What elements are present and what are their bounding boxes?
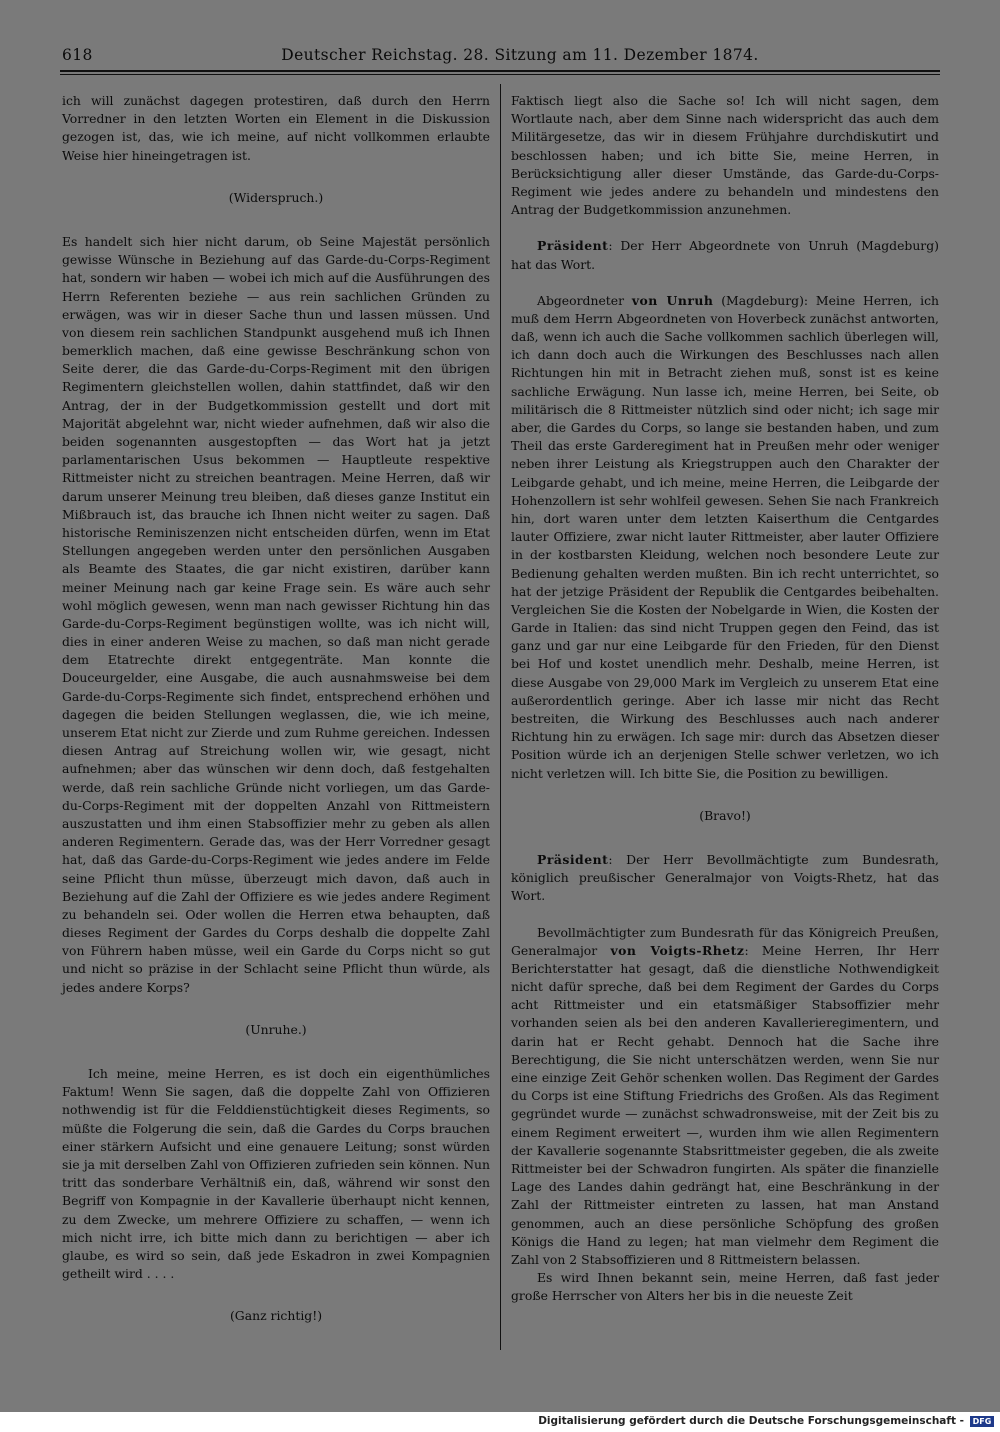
page-title: Deutscher Reichstag. 28. Sitzung am 11. Dezember 1874.: [281, 46, 759, 64]
interjection: (Unruhe.): [245, 1021, 307, 1037]
speaker-title: Abgeordneter: [537, 292, 632, 308]
speaker-paragraph: [511, 851, 939, 906]
interjection: (Widerspruch.): [228, 189, 324, 205]
speaker-paragraph: [511, 292, 939, 783]
text-paragraph: Es handelt sich hier nicht darum, ob Seine Majestät persönlich gewisse Wünsche in Beziehung auf das Garde-du-Corps-Regiment hat, sondern wir haben — wobei ich mich auf die Ausführungen des Herrn Referenten beziehe — aus rein sachlichen Gründen zu erwägen, was wir in dieser Sache thun und lassen müssen. Und von diesem rein sachlichen Standpunkt ausgehend muß ich Ihnen bemerklich machen, daß eine gewisse Beschränkung schon von Seite derer, die das Garde-du-Corps-Regiment mit den übrigen Regimentern gleichstellen wollen, dahin stattfindet, daß wir den Antrag, der in der Budgetkommission gestellt und dort mit Majorität abgelehnt war, nicht wieder aufnehmen, daß wir also die beiden sogenannten ausgestopften — das Wort hat ja jetzt parlamentarischen Usus bekommen — Hauptleute respektive Rittmeister nicht zu streichen beantragen. Meine Herren, daß wir darum unserer Meinung treu bleiben, daß dieses ganze Institut ein Mißbrauch ist, das brauche ich Ihnen nicht weiter zu sagen. Daß historische Reminiszenzen nicht entscheiden dürfen, wenn im Etat Stellungen angegeben werden unter den persönlichen Ausgaben als Beamte des Staates, die gar nicht existiren, darüber kann meiner Meinung nach gar keine Frage sein. Es wäre auch sehr wohl möglich gewesen, wenn man nach gewisser Richtung hin das Garde-du-Corps-Regiment begünstigen wollte, was ich nicht will, dies in einer anderen Weise zu machen, so daß man nicht gerade dem Etatrechte direkt entgegenträte. Man konnte die Douceurgelder, eine Ausgabe, die auch ausnahmsweise bei dem Garde-du-Corps-Regimente sich findet, entsprechend erhöhen und dagegen die beiden Stellungen weglassen, die, wie ich meine, unserem Etat nicht zur Zierde und zum Ruhme gereichen. Indessen diesen Antrag auf Streichung wollen wir, wie gesagt, nicht aufnehmen; aber das wünschen wir denn doch, daß festgehalten werde, daß rein sachliche Gründe nicht vorliegen, um das Garde-du-Corps-Regiment mit der doppelten Anzahl von Rittmeistern auszustatten und ihm einen Stabsoffizier mehr zu geben als allen anderen Regimentern. Gerade das, was der Herr Vorredner gesagt hat, daß das Garde-du-Corps-Regiment wie jedes andere im Felde seine Pflicht thun müsse, überzeugt mich davon, daß auch in Beziehung auf die Zahl der Offiziere es wie jedes andere Regiment zu behandeln sei. Oder wollen die Herren etwa behaupten, daß dieses Regiment der Gardes du Corps deshalb die doppelte Zahl von Führern haben müsse, weil ein Garde du Corps nicht so gut und nicht so präzise in der Schlacht seine Pflicht thun würde, als jedes andere Korps?: [62, 233, 490, 995]
page-header: [62, 44, 938, 70]
text-paragraph: ich will zunächst dagegen protestiren, daß durch den Herrn Vorredner in den letzten Worten ein Element in die Diskussion gezogen ist, das, wie ich meine, auf nicht vollkommen erlaubte Weise hier hineingetragen ist.: [62, 93, 490, 163]
header-rule: [60, 70, 940, 72]
dfg-logo: DFG: [970, 1416, 994, 1427]
speech-text: : Meine Herren, Ihr Herr Berichterstatter hat gesagt, daß die dienstliche Nothwendigkeit nicht dafür spreche, daß bei dem Regiment der Gardes du Corps acht Rittmeister und ein etatsmäßiger Stabsoffizier mehr vorhanden seien als bei den anderen Kavallerieregimentern, und darin hat er Recht gehabt. Dennoch hat die Sache ihre Berechtigung, die Sie nicht unterschätzen werden, wenn Sie nur eine einzige Zeit Gehör schenken wollen. Das Regiment der Gardes du Corps ist eine Stiftung Friedrichs des Großen. Als das Regiment gegründet wurde — zunächst schwadronsweise, mit der Zeit bis zu einem Regiment erweitert —, wurden ihm wie allen Regimentern der Kavallerie sogenannte Stabsrittmeister gegeben, die als zweite Rittmeister bei der Schwadron fungirten. Als später die finanzielle Lage des Landes dahin gedrängt hat, eine Beschränkung in der Zahl der Rittmeister eintreten zu lassen, hat man Anstand genommen, auch an diese persönliche Schöpfung des großen Königs die Hand zu legen; hat man vielmehr dem Regiment die Zahl von 2 Stabsoffizieren und 8 Rittmeistern belassen.: [511, 942, 939, 1267]
speaker-paragraph: [511, 237, 939, 273]
footer-bar: [0, 1412, 1000, 1432]
interjection: (Ganz richtig!): [229, 1308, 323, 1324]
speaker-name: von Voigts-Rhetz: [610, 942, 745, 958]
right-column: [511, 92, 939, 1305]
footer-credit: Digitalisierung gefördert durch die Deutsche Forschungsgemeinschaft -: [538, 1415, 964, 1427]
text-paragraph: Ich meine, meine Herren, es ist doch ein eigenthümliches Faktum! Wenn Sie sagen, daß die doppelte Zahl von Offizieren nothwendig ist für die Felddienstüchtigkeit dieses Regiments, so müßte die Folgerung die sein, daß die Gardes du Corps brauchen einer stärkern Aufsicht und eine genauere Leitung; sonst würden sie ja mit derselben Zahl von Offizieren zufrieden sein können. Nun tritt das sonderbare Verhältniß ein, daß, während wir sonst den Begriff von Kompagnie in der Kavallerie überhaupt nicht kennen, zu dem Zwecke, um mehrere Offiziere zu schaffen, — wenn ich mich nicht irre, ich bitte mich dann zu berichtigen — aber ich glaube, es wird so sein, daß jede Eskadron in zwei Kompagnien getheilt wird . . . .: [62, 1066, 490, 1282]
speech-text: (Magdeburg): Meine Herren, ich muß dem Herrn Abgeordneten von Hoverbeck zunächst antworten, daß, wenn ich auch die Sache vollkommen sachlich überlegen will, ich dann doch auch die Wirkungen des Beschlusses nach allen Richtungen hin mit in Betracht ziehen muß, sonst ist es keine sachliche Erwägung. Nun lasse ich, meine Herren, bei Seite, ob militärisch die 8 Rittmeister nützlich sind oder nicht; ich sage mir aber, die Gardes du Corps, so lange sie bestanden haben, und zum Theil das erste Garderegiment hat in Preußen mehr oder weniger neben ihrer Leistung als Kriegstruppen auch den Charakter der Leibgarde gehabt, und ich meine, meine Herren, die Leibgarde der Hohenzollern ist sehr wohlfeil gewesen. Sehen Sie nach Frankreich hin, dort waren unter dem letzten Kaiserthum die Centgardes lauter Offiziere, zwar nicht lauter Rittmeister, aber lauter Offiziere in der kostbarsten Kleidung, welchen noch besondere Leute zur Bedienung gehalten werden mußten. Bin ich recht unterrichtet, so hat der jetzige Präsident der Republik die Centgardes beibehalten. Vergleichen Sie die Kosten der Nobelgarde in Wien, die Kosten der Garde in Italien: das sind nicht Truppen gegen den Feind, das ist ganz und gar nur eine Leibgarde für den Frieden, für den Dienst bei Hof und kostet unendlich mehr. Deshalb, meine Herren, ist diese Ausgabe von 29,000 Mark im Vergleich zu unserem Etat eine außerordentlich geringe. Aber ich lasse mir nicht das Recht bestreiten, die Wirkung des Beschlusses auch nach anderer Richtung hin zu erwägen. Ich sage mir: durch das Absetzen dieser Position würde ich an derjenigen Stelle schwer verletzen, wo ich nicht verletzen will. Ich bitte Sie, die Position zu bewilligen.: [511, 292, 939, 781]
left-column: [62, 92, 490, 1351]
speaker-name: von Unruh: [631, 292, 714, 308]
header-rule-thin: [60, 74, 940, 75]
speaker-name: Präsident: [537, 851, 609, 867]
speech-text: : Der Herr Bevollmächtigte zum Bundesrath, königlich preußischer Generalmajor von Voigts-Rhetz, hat das Wort.: [511, 851, 939, 904]
speaker-name: Präsident: [537, 238, 609, 254]
column-divider: [500, 84, 501, 1350]
speech-text: : Der Herr Abgeordnete von Unruh (Magdeburg) hat das Wort.: [511, 238, 939, 272]
text-paragraph: Es wird Ihnen bekannt sein, meine Herren, daß fast jeder große Herrscher von Alters her bis in die neueste Zeit: [511, 1270, 939, 1304]
speaker-title: Bevollmächtigter zum Bundesrath für das Königreich Preußen, Generalmajor: [511, 924, 939, 958]
speaker-paragraph: [511, 924, 939, 1270]
interjection: (Bravo!): [699, 807, 751, 823]
page-number: 618: [62, 46, 93, 64]
text-paragraph: Faktisch liegt also die Sache so! Ich will nicht sagen, dem Wortlaute nach, aber dem Sinne nach widerspricht das auch dem Militärgesetze, das wir in diesem Frühjahre durchdiskutirt und beschlossen haben; und ich bitte Sie, meine Herren, in Berücksichtigung aller dieser Umstände, das Garde-du-Corps-Regiment wie jedes andere zu behandeln und mindestens den Antrag der Budgetkommission anzunehmen.: [511, 93, 939, 218]
